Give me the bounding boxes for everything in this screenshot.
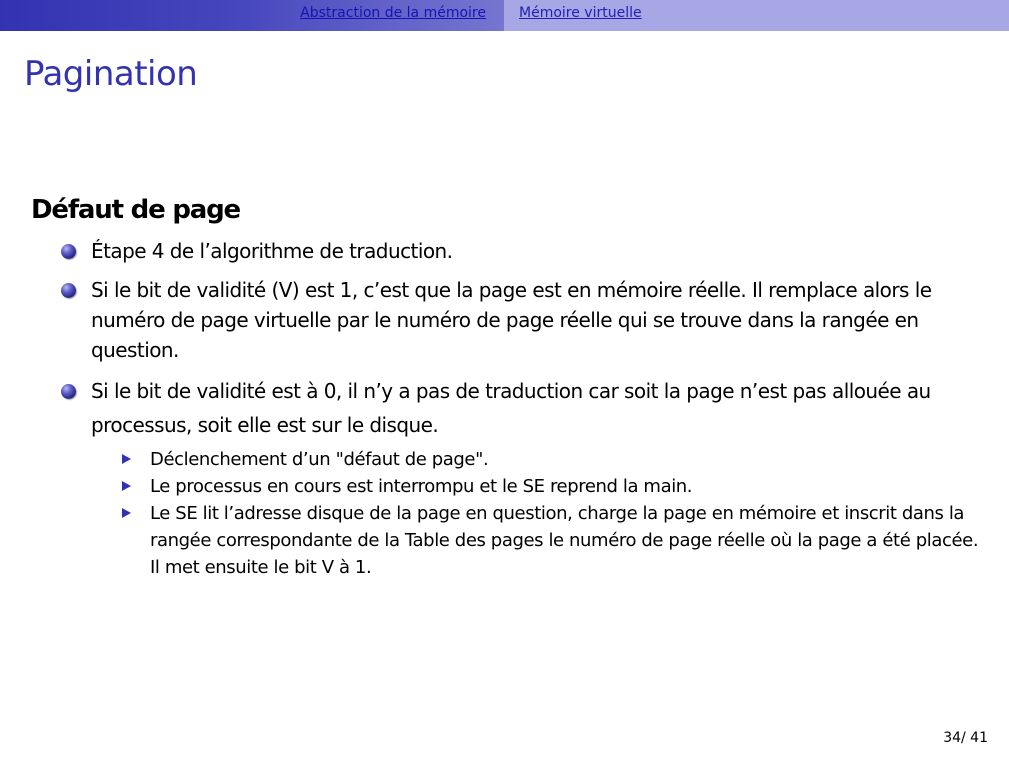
bullet-text: Si le bit de validité (V) est 1, c’est que la page est en mémoire réelle. Il remplace alors le numéro de page virtuelle par le numéro de page réelle qui se trouve dans la rangée en question. [91, 278, 932, 362]
bullet-text: Étape 4 de l’algorithme de traduction. [91, 239, 453, 263]
sub-bullet-item [150, 500, 990, 581]
bullet-item [91, 374, 951, 442]
triangle-bullet-icon [122, 481, 131, 491]
bullet-ball-icon [61, 283, 76, 298]
nav-link-abstraction-memoire[interactable]: Abstraction de la mémoire [300, 5, 486, 21]
frame-title: Pagination [24, 54, 198, 94]
navigation-bar [0, 0, 1009, 31]
sub-bullet-text: Déclenchement d’un "défaut de page". [150, 449, 489, 470]
sub-bullet-text: Le SE lit l’adresse disque de la page en question, charge la page en mémoire et inscrit dans la rangée correspondante de la Table des pages le numéro de page réelle où la page a été placée. Il met ensuite le bit V à 1. [150, 503, 979, 578]
bullet-ball-icon [61, 244, 76, 259]
nav-section-right [504, 0, 1009, 31]
page-number: 34/ 41 [943, 730, 988, 746]
bullet-item [91, 236, 991, 266]
sub-bullet-item [150, 446, 990, 473]
nav-link-memoire-virtuelle[interactable]: Mémoire virtuelle [519, 5, 642, 21]
sub-bullet-text: Le processus en cours est interrompu et le SE reprend la main. [150, 476, 693, 497]
bullet-ball-icon [61, 384, 76, 399]
sub-bullet-item [150, 473, 990, 500]
bullet-item [91, 275, 991, 365]
bullet-text: Si le bit de validité est à 0, il n’y a pas de traduction car soit la page n’est pas allouée au processus, soit elle est sur le disque. [91, 379, 931, 437]
triangle-bullet-icon [122, 508, 131, 518]
triangle-bullet-icon [122, 454, 131, 464]
nav-section-left [0, 0, 504, 31]
block-title: Défaut de page [31, 195, 240, 225]
